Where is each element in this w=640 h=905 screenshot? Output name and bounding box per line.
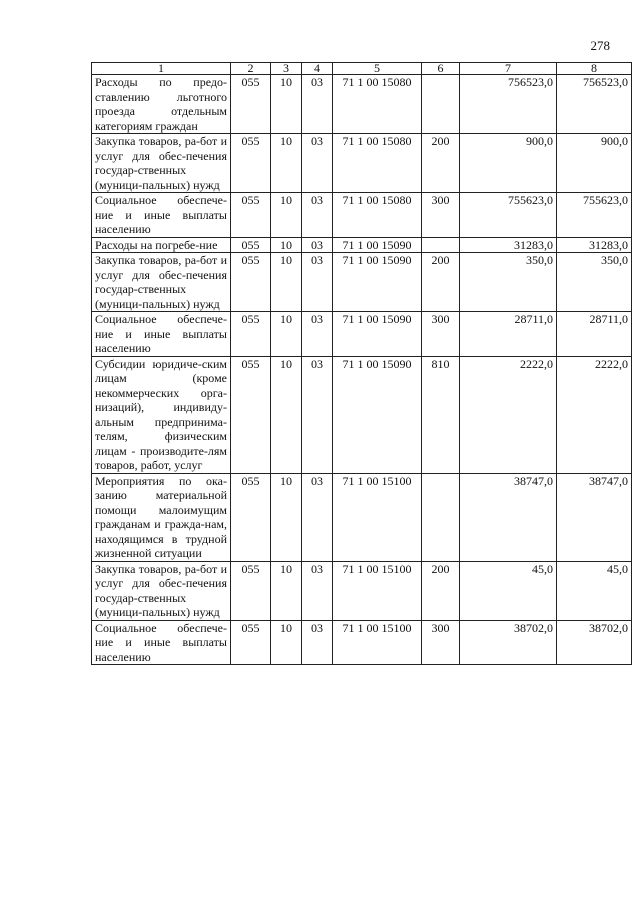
cell-col-3: 10 — [271, 253, 302, 312]
table-row — [92, 193, 632, 238]
cell-col-3: 10 — [271, 356, 302, 473]
cell-col-5: 71 1 00 15080 — [333, 193, 422, 238]
column-header: 8 — [557, 63, 632, 75]
table-body — [92, 63, 632, 665]
cell-description: Закупка товаров, ра-бот и услуг для обес-печения государ-ственных (муници-пальных) нужд — [92, 253, 231, 312]
cell-col-5: 71 1 00 15090 — [333, 253, 422, 312]
cell-col-6: 200 — [422, 561, 460, 620]
cell-description: Социальное обеспече-ние и иные выплаты населению — [92, 312, 231, 357]
cell-col-6 — [422, 473, 460, 561]
cell-col-8: 755623,0 — [557, 193, 632, 238]
cell-col-2: 055 — [231, 473, 271, 561]
cell-col-5: 71 1 00 15090 — [333, 237, 422, 253]
cell-col-8: 45,0 — [557, 561, 632, 620]
cell-col-8: 350,0 — [557, 253, 632, 312]
cell-col-7: 756523,0 — [460, 75, 557, 134]
cell-col-2: 055 — [231, 561, 271, 620]
cell-col-3: 10 — [271, 134, 302, 193]
cell-col-5: 71 1 00 15100 — [333, 620, 422, 665]
cell-col-3: 10 — [271, 75, 302, 134]
cell-col-6: 300 — [422, 620, 460, 665]
cell-col-5: 71 1 00 15090 — [333, 312, 422, 357]
cell-col-7: 755623,0 — [460, 193, 557, 238]
cell-description: Расходы на погребе-ние — [92, 237, 231, 253]
cell-col-8: 28711,0 — [557, 312, 632, 357]
table-row — [92, 237, 632, 253]
cell-col-7: 45,0 — [460, 561, 557, 620]
cell-col-5: 71 1 00 15090 — [333, 356, 422, 473]
column-header: 1 — [92, 63, 231, 75]
cell-col-6 — [422, 75, 460, 134]
cell-col-7: 38747,0 — [460, 473, 557, 561]
table-row — [92, 356, 632, 473]
cell-col-6: 300 — [422, 312, 460, 357]
table-row — [92, 620, 632, 665]
cell-col-2: 055 — [231, 253, 271, 312]
cell-col-4: 03 — [302, 473, 333, 561]
cell-col-4: 03 — [302, 75, 333, 134]
cell-col-7: 350,0 — [460, 253, 557, 312]
cell-col-3: 10 — [271, 193, 302, 238]
cell-col-8: 900,0 — [557, 134, 632, 193]
cell-col-7: 900,0 — [460, 134, 557, 193]
cell-col-3: 10 — [271, 312, 302, 357]
cell-col-3: 10 — [271, 561, 302, 620]
cell-description: Социальное обеспече-ние и иные выплаты населению — [92, 193, 231, 238]
cell-col-2: 055 — [231, 620, 271, 665]
cell-col-2: 055 — [231, 356, 271, 473]
page-number: 278 — [590, 38, 610, 53]
cell-description: Субсидии юридиче-ским лицам (кроме некоммерческих орга-низаций), индивиду-альным предпринима-телям, физическим лицам - производите-лям товаров, работ, услуг — [92, 356, 231, 473]
cell-col-8: 38747,0 — [557, 473, 632, 561]
budget-table — [91, 62, 632, 665]
cell-col-2: 055 — [231, 237, 271, 253]
table-row — [92, 473, 632, 561]
cell-col-5: 71 1 00 15100 — [333, 561, 422, 620]
cell-col-3: 10 — [271, 473, 302, 561]
cell-col-5: 71 1 00 15080 — [333, 75, 422, 134]
cell-col-4: 03 — [302, 193, 333, 238]
cell-col-4: 03 — [302, 356, 333, 473]
cell-description: Закупка товаров, ра-бот и услуг для обес-печения государ-ственных (муници-пальных) нужд — [92, 134, 231, 193]
cell-col-4: 03 — [302, 253, 333, 312]
cell-col-6: 810 — [422, 356, 460, 473]
cell-description: Расходы по предо-ставлению льготного проезда отдельным категориям граждан — [92, 75, 231, 134]
cell-col-6: 300 — [422, 193, 460, 238]
cell-col-8: 756523,0 — [557, 75, 632, 134]
cell-col-6 — [422, 237, 460, 253]
table-row — [92, 561, 632, 620]
cell-col-8: 31283,0 — [557, 237, 632, 253]
cell-col-3: 10 — [271, 620, 302, 665]
table-row — [92, 253, 632, 312]
cell-col-7: 38702,0 — [460, 620, 557, 665]
cell-col-2: 055 — [231, 134, 271, 193]
cell-col-4: 03 — [302, 561, 333, 620]
cell-col-7: 31283,0 — [460, 237, 557, 253]
cell-col-3: 10 — [271, 237, 302, 253]
cell-col-2: 055 — [231, 312, 271, 357]
cell-col-5: 71 1 00 15080 — [333, 134, 422, 193]
table-row — [92, 75, 632, 134]
cell-col-4: 03 — [302, 620, 333, 665]
cell-description: Закупка товаров, ра-бот и услуг для обес-печения государ-ственных (муници-пальных) нужд — [92, 561, 231, 620]
cell-col-4: 03 — [302, 237, 333, 253]
table-header-row — [92, 63, 632, 75]
column-header: 2 — [231, 63, 271, 75]
column-header: 7 — [460, 63, 557, 75]
cell-col-6: 200 — [422, 134, 460, 193]
cell-col-8: 38702,0 — [557, 620, 632, 665]
column-header: 5 — [333, 63, 422, 75]
cell-col-7: 28711,0 — [460, 312, 557, 357]
column-header: 4 — [302, 63, 333, 75]
cell-col-5: 71 1 00 15100 — [333, 473, 422, 561]
cell-col-4: 03 — [302, 134, 333, 193]
cell-col-2: 055 — [231, 75, 271, 134]
table-row — [92, 134, 632, 193]
cell-col-6: 200 — [422, 253, 460, 312]
cell-col-4: 03 — [302, 312, 333, 357]
cell-col-8: 2222,0 — [557, 356, 632, 473]
cell-description: Мероприятия по ока-занию материальной помощи малоимущим гражданам и гражда-нам, находящимся в трудной жизненной ситуации — [92, 473, 231, 561]
column-header: 6 — [422, 63, 460, 75]
column-header: 3 — [271, 63, 302, 75]
cell-description: Социальное обеспече-ние и иные выплаты населению — [92, 620, 231, 665]
cell-col-2: 055 — [231, 193, 271, 238]
table-row — [92, 312, 632, 357]
cell-col-7: 2222,0 — [460, 356, 557, 473]
